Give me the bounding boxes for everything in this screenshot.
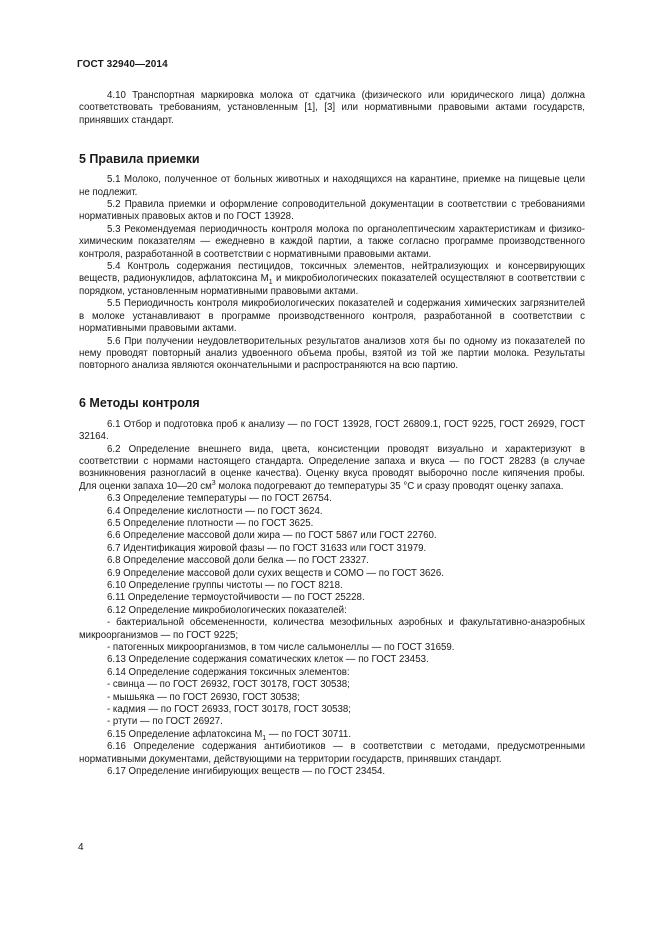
page-content [79,90,585,779]
subscript-1: 1 [268,279,273,287]
item-6-3: 6.3 Определение температуры — по ГОСТ 26754. [107,493,332,505]
item-6-14-mercury: - ртути — по ГОСТ 26927. [107,716,223,728]
paragraph-5-3: 5.3 Рекомендуемая периодичность контроля молока по органолептическим характеристикам и физико-химическим показателям — ежедневно в каждой партии, а также согласно программе производственного контроля, разработанной в соответствии с нормативными правовыми актами. [79,223,585,260]
item-6-17: 6.17 Определение ингибирующих веществ — по ГОСТ 23454. [107,766,386,778]
item-6-14: 6.14 Определение содержания токсичных элементов: [107,666,350,678]
paragraph-6-2-part-a: 6.2 Определение внешнего вида, цвета, консистенции проводят визуально и характеризуют в соответствии с нормами настоящего стандарта. Определение запаха и вкуса — по ГОСТ 28283 (в случае возникновения разногласий в оценке качества). Оценку вкуса проводят выборочно после кипячения пробы. Для оценки запаха 10—20 см [79,443,585,492]
item-6-15-part-a: 6.15 Определение афлатоксина М [107,728,263,740]
paragraph-4-10: 4.10 Транспортная маркировка молока от сдатчика (физического или юридического лица) должна соответствовать требованиям, установленным [1], [3] или нормативными правовыми актами государств, принявших стандарт. [79,90,585,126]
item-6-12-bacterial: - бактериальной обсемененности, количества мезофильных аэробных и факультативно-анаэробных микроорганизмов — по ГОСТ 9225; [79,617,585,641]
item-6-10: 6.10 Определение группы чистоты — по ГОСТ 8218. [107,580,343,591]
item-6-9: 6.9 Определение массовой доли сухих веществ и СОМО — по ГОСТ 3626. [107,567,444,579]
paragraph-5-4 [79,261,585,298]
item-6-6: 6.6 Определение массовой доли жира — по ГОСТ 5867 или ГОСТ 22760. [107,530,437,542]
item-6-5: 6.5 Определение плотности — по ГОСТ 3625. [107,517,314,529]
paragraph-5-2: 5.2 Правила приемки и оформление сопроводительной документации в соответствии с требованиями нормативных правовых актов и по ГОСТ 13928. [79,199,585,223]
item-6-4: 6.4 Определение кислотности — по ГОСТ 3624. [107,505,323,517]
section-6-title: 6 Методы контроля [79,395,200,410]
item-6-8: 6.8 Определение массовой доли белка — по ГОСТ 23327. [107,555,369,567]
item-6-14-arsenic: - мышьяка — по ГОСТ 26930, ГОСТ 30538; [107,691,300,703]
item-6-13: 6.13 Определение содержания соматических клеток — по ГОСТ 23453. [107,654,429,666]
item-6-14-cadmium: - кадмия — по ГОСТ 26933, ГОСТ 30178, ГОСТ 30538; [107,704,351,716]
paragraph-6-1: 6.1 Отбор и подготовка проб к анализу — по ГОСТ 13928, ГОСТ 26809.1, ГОСТ 9225, ГОСТ 26929, ГОСТ 32164. [79,418,585,443]
paragraph-5-5: 5.5 Периодичность контроля микробиологических показателей и содержания химических загрязнителей в молоке устанавливают в программе производственного контроля, разработанной в соответствии с нормативными правовыми актами. [79,298,585,335]
item-6-14-lead: - свинца — по ГОСТ 26932, ГОСТ 30178, ГОСТ 30538; [107,679,350,691]
subscript-1: 1 [262,734,267,742]
item-6-16: 6.16 Определение содержания антибиотиков — в соответствии с методами, предусмотренными нормативными документами, действующими на территории государств, принявших стандарт. [79,741,585,765]
item-6-11: 6.11 Определение термоустойчивости — по ГОСТ 25228. [107,592,365,604]
document-header: ГОСТ 32940—2014 [77,59,168,70]
item-6-15 [79,729,585,741]
superscript-3: 3 [211,479,216,487]
paragraph-5-4-part-a: 5.4 Контроль содержания пестицидов, токсичных элементов, нейтрализующих и консервирующих веществ, радионуклидов, афлатоксина М [79,261,585,285]
item-6-12: 6.12 Определение микробиологических показателей: [107,604,347,616]
paragraph-5-4-part-b: и микробиологических показателей осуществляют в соответствии с порядком, установленным нормативными правовыми актами. [79,273,585,297]
paragraph-5-1: 5.1 Молоко, полученное от больных животных и находящихся на карантине, приемке на пищевые цели не подлежит. [79,174,585,198]
item-6-7: 6.7 Идентификация жировой фазы — по ГОСТ 31633 или ГОСТ 31979. [107,542,427,554]
item-6-12-pathogens: - патогенных микроорганизмов, в том числе сальмонеллы — по ГОСТ 31659. [107,642,455,654]
page-number: 4 [78,842,84,853]
item-6-15-part-b: — по ГОСТ 30711. [266,728,352,740]
paragraph-6-2 [79,444,585,494]
paragraph-6-2-part-b: молока подогревают до температуры 35 °С и сразу проводят оценку запаха. [215,480,564,492]
section-5-title: 5 Правила приемки [79,152,200,167]
paragraph-5-6: 5.6 При получении неудовлетворительных результатов анализов хотя бы по одному из показателей по нему проводят повторный анализ удвоенного объема пробы, взятой из той же партии молока. Результаты повторного анализа являются окончательными и распространяются на всю партию. [79,335,585,372]
